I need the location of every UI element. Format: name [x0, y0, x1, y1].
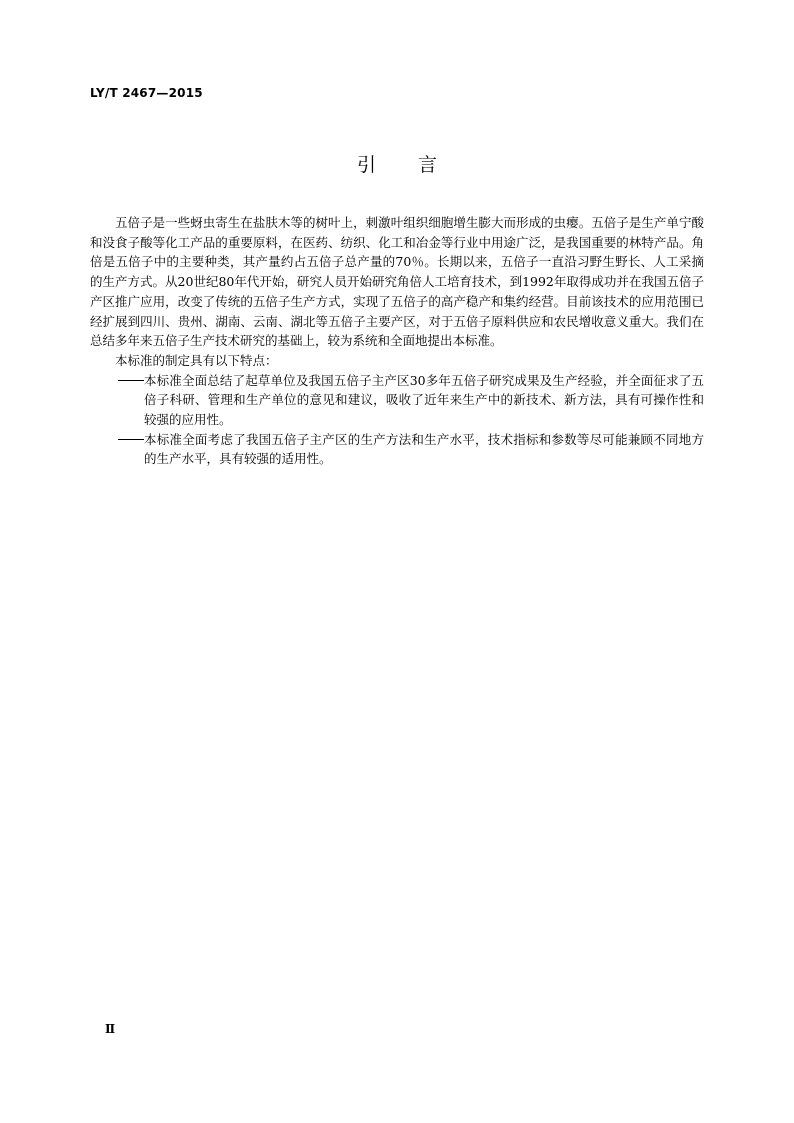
- feature-list-item: [90, 430, 704, 469]
- features-lead-paragraph: 本标准的制定具有以下特点：: [115, 352, 278, 368]
- page-title: 引言: [356, 154, 479, 176]
- feature-list-item: [90, 371, 704, 430]
- dash-bullet: [118, 439, 144, 440]
- standard-code: LY/T 2467—2015: [90, 86, 203, 100]
- intro-paragraph: 五倍子是一些蚜虫寄生在盐肤木等的树叶上，刺激叶组织细胞增生膨大而形成的虫瘿。五倍子是生产单宁酸和没食子酸等化工产品的重要原料，在医药、纺织、化工和冶金等行业中用途广泛，是我国重要的林特产品。角倍是五倍子中的主要种类，其产量约占五倍子总产量的70％。长期以来，五倍子一直沿习野生野长、人工采摘的生产方式。从20世纪80年代开始，研究人员开始研究角倍人工培育技术，到1992年取得成功并在我国五倍子产区推广应用，改变了传统的五倍子生产方式，实现了五倍子的高产稳产和集约经营。目前该技术的应用范围已经扩展到四川、贵州、湖南、云南、湖北等五倍子主要产区，对于五倍子原料供应和农民增收意义重大。我们在总结多年来五倍子生产技术研究的基础上，较为系统和全面地提出本标准。: [90, 215, 704, 349]
- introduction-body: [90, 213, 704, 469]
- dash-bullet: [118, 380, 144, 381]
- page-number: Ⅱ: [105, 1022, 116, 1036]
- feature-text: 本标准全面总结了起草单位及我国五倍子主产区30多年五倍子研究成果及生产经验，并全面征求了五倍子科研、管理和生产单位的意见和建议，吸收了近年来生产中的新技术、新方法，具有可操作性和较强的应用性。: [144, 372, 704, 428]
- feature-text: 本标准全面考虑了我国五倍子主产区的生产方法和生产水平，技术指标和参数等尽可能兼顾不同地方的生产水平，具有较强的适用性。: [144, 431, 704, 467]
